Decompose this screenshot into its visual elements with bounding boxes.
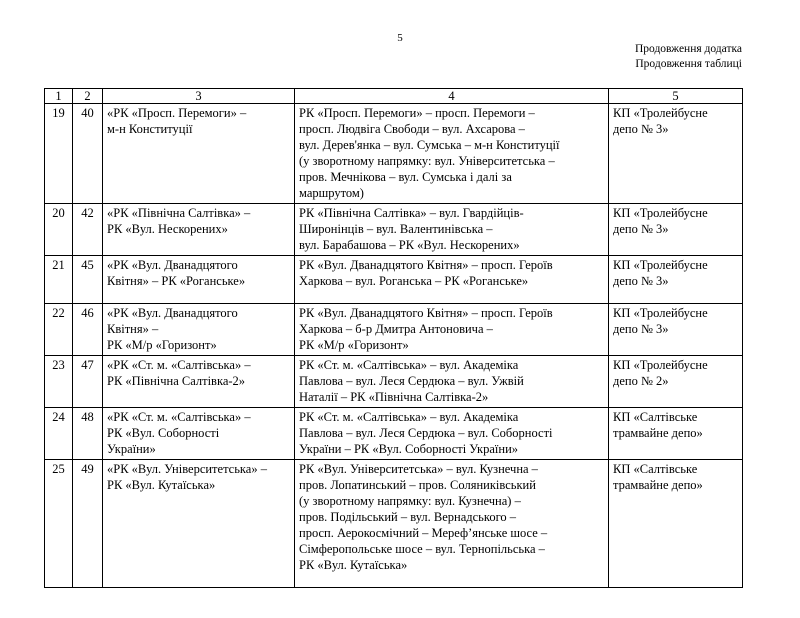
row-number-cell: 22 [45,304,73,356]
route-path-cell [295,204,609,256]
row-number-cell: 24 [45,408,73,460]
cell-line: Сімферопольське шосе – вул. Тернопільська – [299,542,545,556]
cell-line: вул. Дерев'янка – вул. Сумська – м-н Конституції [299,138,560,152]
route-number-cell: 45 [73,256,103,304]
route-name-cell [103,204,295,256]
cell-line: трамвайне депо» [613,426,703,440]
cell-line: Харкова – вул. Роганська – РК «Роганське» [299,274,529,288]
table-row [45,408,743,460]
route-number-cell: 49 [73,460,103,588]
header-row [45,89,743,104]
cell-line: Павлова – вул. Леся Сердюка – вул. Ужвій [299,374,524,388]
table-row [45,304,743,356]
row-number-cell: 25 [45,460,73,588]
cell-line: депо № 3» [613,222,669,236]
page-number: 5 [397,32,403,44]
cell-line: «РК «Вул. Університетська» – [107,462,267,476]
cell-line: РК «Вул. Нескорених» [107,222,228,236]
cell-line: пров. Подільський – вул. Вернадського – [299,510,517,524]
operator-cell [609,356,743,408]
row-number-cell: 19 [45,104,73,204]
operator-cell [609,460,743,588]
route-name-cell [103,356,295,408]
cell-line: пров. Лопатинський – пров. Соляниківський [299,478,536,492]
cell-line: «РК «Вул. Дванадцятого [107,306,238,320]
table-row [45,356,743,408]
cell-line: РК «Вул. Соборності [107,426,220,440]
route-number-cell: 42 [73,204,103,256]
cell-line: РК «Вул. Дванадцятого Квітня» – просп. Героїв [299,306,553,320]
table-row [45,256,743,304]
route-path-cell [295,408,609,460]
cell-line: РК «Вул. Кутаїська» [299,558,408,572]
cell-line: РК «Просп. Перемоги» – просп. Перемоги – [299,106,535,120]
cell-line: Квітня» – [107,322,159,336]
cell-line: Широнінців – вул. Валентинівська – [299,222,493,236]
cell-line: РК «Північна Салтівка-2» [107,374,246,388]
cell-line: України» [107,442,156,456]
header-cell: 1 [45,89,73,104]
cell-line: просп. Людвіга Свободи – вул. Ахсарова – [299,122,525,136]
cell-line: України – РК «Вул. Соборності України» [299,442,519,456]
cell-line: РК «Ст. м. «Салтівська» – вул. Академіка [299,410,519,424]
cell-line: КП «Тролейбусне [613,106,708,120]
route-number-cell: 40 [73,104,103,204]
route-number-cell: 48 [73,408,103,460]
cell-line: м-н Конституції [107,122,193,136]
cell-line: Наталії – РК «Північна Салтівка-2» [299,390,489,404]
header-cell: 3 [103,89,295,104]
cell-line: (у зворотному напрямку: вул. Університетська – [299,154,555,168]
header-cell: 4 [295,89,609,104]
route-path-cell [295,304,609,356]
cell-line: РК «Вул. Університетська» – вул. Кузнечна – [299,462,538,476]
cell-line: КП «Тролейбусне [613,358,708,372]
cell-line: КП «Тролейбусне [613,206,708,220]
cell-line: РК «Вул. Кутаїська» [107,478,216,492]
cell-line: РК «Вул. Дванадцятого Квітня» – просп. Героїв [299,258,553,272]
route-path-cell [295,460,609,588]
cell-line: депо № 2» [613,374,669,388]
table-row [45,460,743,588]
cell-line: «РК «Вул. Дванадцятого [107,258,238,272]
cell-line: (у зворотному напрямку: вул. Кузнечна) – [299,494,521,508]
route-name-cell [103,304,295,356]
cell-line: РК «Ст. м. «Салтівська» – вул. Академіка [299,358,519,372]
route-number-cell: 47 [73,356,103,408]
cell-line: Павлова – вул. Леся Сердюка – вул. Соборності [299,426,553,440]
route-name-cell [103,408,295,460]
route-path-cell [295,104,609,204]
route-name-cell [103,460,295,588]
route-name-cell [103,104,295,204]
row-number-cell: 20 [45,204,73,256]
cell-line: КП «Тролейбусне [613,258,708,272]
operator-cell [609,104,743,204]
cell-line: «РК «Ст. м. «Салтівська» – [107,410,251,424]
operator-cell [609,408,743,460]
cell-line: маршрутом) [299,186,364,200]
row-number-cell: 21 [45,256,73,304]
cell-line: вул. Барабашова – РК «Вул. Нескорених» [299,238,520,252]
cell-line: депо № 3» [613,274,669,288]
cell-line: депо № 3» [613,322,669,336]
cell-line: «РК «Північна Салтівка» – [107,206,251,220]
operator-cell [609,304,743,356]
cell-line: «РК «Ст. м. «Салтівська» – [107,358,251,372]
cell-line: РК «М/р «Горизонт» [299,338,409,352]
header-cell: 5 [609,89,743,104]
cell-line: РК «Північна Салтівка» – вул. Гвардійців- [299,206,524,220]
cell-line: КП «Тролейбусне [613,306,708,320]
cell-line: РК «М/р «Горизонт» [107,338,217,352]
cell-line: трамвайне депо» [613,478,703,492]
route-number-cell: 46 [73,304,103,356]
operator-cell [609,204,743,256]
row-number-cell: 23 [45,356,73,408]
operator-cell [609,256,743,304]
continuation-note [635,42,742,72]
table-row [45,104,743,204]
header-cell: 2 [73,89,103,104]
cell-line: просп. Аерокосмічний – Мереф’янське шосе – [299,526,548,540]
appendix-continuation: Продовження додатка [634,43,742,55]
cell-line: КП «Салтівське [613,462,698,476]
cell-line: КП «Салтівське [613,410,698,424]
cell-line: пров. Мечнікова – вул. Сумська і далі за [299,170,512,184]
cell-line: депо № 3» [613,122,669,136]
route-name-cell [103,256,295,304]
table-continuation: Продовження таблиці [635,58,742,70]
route-path-cell [295,256,609,304]
cell-line: «РК «Просп. Перемоги» – [107,106,247,120]
cell-line: Харкова – б-р Дмитра Антоновича – [299,322,493,336]
route-path-cell [295,356,609,408]
routes-table [44,88,743,588]
cell-line: Квітня» – РК «Роганське» [107,274,246,288]
table-row [45,204,743,256]
